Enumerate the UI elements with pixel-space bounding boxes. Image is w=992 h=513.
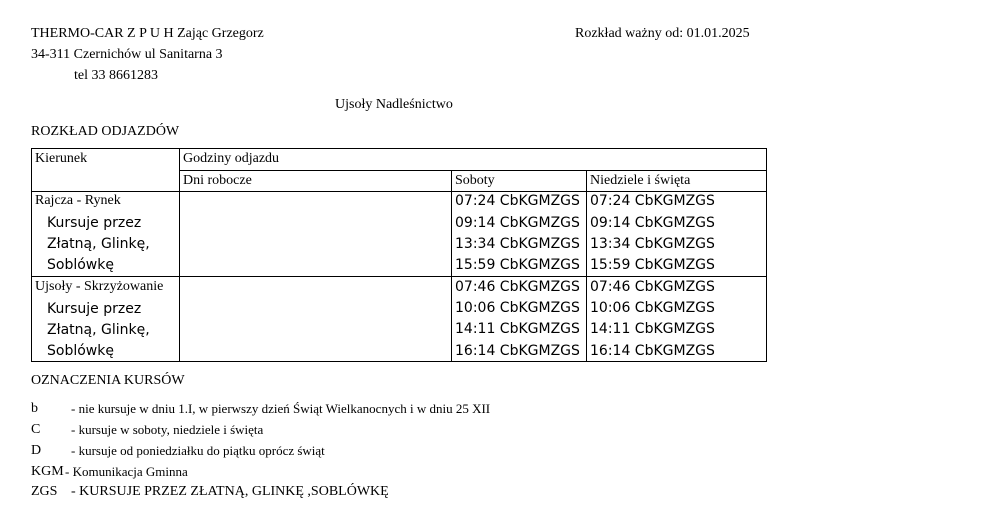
departure-time-sunday: 10:06 CbKGMZGS: [590, 300, 715, 316]
direction-name: Ujsoły - Skrzyżowanie: [35, 279, 164, 294]
via-line: Złatną, Glinkę,: [47, 322, 150, 338]
departure-time-saturday: 07:24 CbKGMZGS: [455, 193, 580, 209]
column-divider-2: [451, 170, 452, 362]
col-header-weekdays: Dni robocze: [183, 173, 252, 188]
departure-time-saturday: 10:06 CbKGMZGS: [455, 300, 580, 316]
section-title: ROZKŁAD ODJAZDÓW: [31, 124, 180, 139]
legend-code: b: [31, 401, 38, 416]
column-divider-1: [179, 149, 180, 362]
departure-time-sunday: 07:46 CbKGMZGS: [590, 279, 715, 295]
via-line: Soblówkę: [47, 343, 114, 359]
legend-text: - nie kursuje w dniu 1.I, w pierwszy dzień Świąt Wielkanocnych i w dniu 25 XII: [71, 401, 491, 416]
via-line: Kursuje przez: [47, 215, 142, 231]
valid-from: Rozkład ważny od: 01.01.2025: [575, 26, 750, 41]
departure-time-saturday: 09:14 CbKGMZGS: [455, 215, 580, 231]
col-header-sundays: Niedziele i święta: [590, 173, 691, 188]
company-phone: tel 33 8661283: [74, 68, 158, 83]
departure-time-saturday: 13:34 CbKGMZGS: [455, 236, 580, 252]
departure-time-sunday: 14:11 CbKGMZGS: [590, 321, 715, 337]
stop-name: Ujsoły Nadleśnictwo: [335, 97, 453, 112]
via-line: Złatną, Glinkę,: [47, 236, 150, 252]
direction-name: Rajcza - Rynek: [35, 193, 121, 208]
via-line: Kursuje przez: [47, 301, 142, 317]
departure-time-saturday: 15:59 CbKGMZGS: [455, 257, 580, 273]
departure-time-sunday: 16:14 CbKGMZGS: [590, 343, 715, 359]
legend-text: - kursuje w soboty, niedziele i święta: [71, 422, 264, 437]
legend-code: C: [31, 422, 41, 437]
company-address: 34-311 Czernichów ul Sanitarna 3: [31, 47, 223, 62]
legend-title: OZNACZENIA KURSÓW: [31, 373, 185, 388]
legend-text: - Komunikacja Gminna: [65, 464, 188, 479]
col-header-times: Godziny odjazdu: [183, 151, 280, 166]
legend-code: ZGS: [31, 484, 58, 499]
column-divider-3: [586, 170, 587, 362]
legend-text: - kursuje od poniedziałku do piątku oprócz świąt: [71, 443, 325, 458]
departure-time-sunday: 07:24 CbKGMZGS: [590, 193, 715, 209]
col-header-direction: Kierunek: [35, 151, 88, 166]
header-divider-sub: [179, 170, 767, 171]
via-line: Soblówkę: [47, 257, 114, 273]
departure-time-saturday: 14:11 CbKGMZGS: [455, 321, 580, 337]
legend-code: KGM: [31, 464, 64, 479]
timetable: [31, 148, 767, 362]
departure-time-saturday: 07:46 CbKGMZGS: [455, 279, 580, 295]
legend-code: D: [31, 443, 42, 458]
departure-time-saturday: 16:14 CbKGMZGS: [455, 343, 580, 359]
departure-time-sunday: 15:59 CbKGMZGS: [590, 257, 715, 273]
departure-time-sunday: 13:34 CbKGMZGS: [590, 236, 715, 252]
legend-text: - KURSUJE PRZEZ ZŁATNĄ, GLINKĘ ,SOBLÓWKĘ: [71, 484, 389, 499]
company-name: THERMO-CAR Z P U H Zając Grzegorz: [31, 26, 264, 41]
departure-time-sunday: 09:14 CbKGMZGS: [590, 215, 715, 231]
col-header-saturdays: Soboty: [455, 173, 495, 188]
